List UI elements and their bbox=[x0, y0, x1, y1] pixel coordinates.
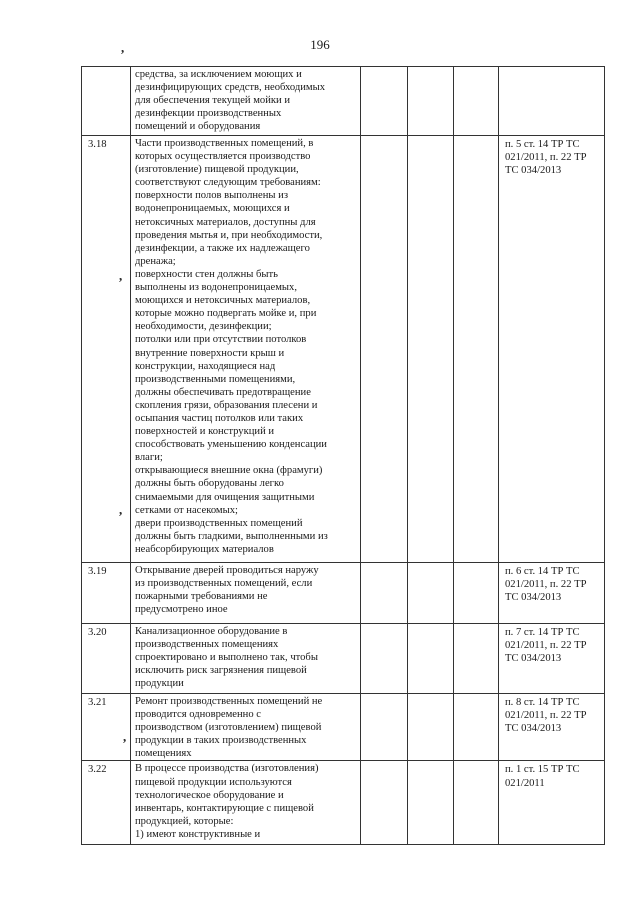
reference-line: 021/2011, п. 22 ТР bbox=[505, 579, 587, 591]
requirement-line: скопления грязи, образования плесени и bbox=[135, 399, 318, 411]
requirement-line: поверхности стен должны быть bbox=[135, 268, 278, 280]
yes-cell bbox=[361, 624, 408, 694]
requirement-cell bbox=[131, 761, 361, 845]
requirement-line: помещениях bbox=[135, 748, 192, 760]
requirement-line: (изготовление) пищевой продукции, bbox=[135, 164, 299, 176]
reference-line: п. 6 ст. 14 ТР ТС bbox=[505, 566, 580, 577]
yes-cell bbox=[361, 761, 408, 845]
item-number: 3.21 bbox=[88, 697, 107, 708]
item-number-cell bbox=[82, 624, 131, 694]
item-number: 3.19 bbox=[88, 566, 107, 577]
reference-cell bbox=[499, 67, 605, 136]
scan-mark: , bbox=[123, 729, 127, 744]
reference-line: 021/2011, п. 22 ТР bbox=[505, 710, 587, 722]
item-number-cell bbox=[82, 761, 131, 845]
requirement-line: двери производственных помещений bbox=[135, 517, 303, 529]
requirement-line: дезинфекции производственных bbox=[135, 108, 282, 120]
requirement-line: которые можно подвергать мойке и, при bbox=[135, 308, 317, 320]
scan-mark: , bbox=[119, 268, 123, 283]
reference-line: п. 8 ст. 14 ТР ТС bbox=[505, 697, 580, 708]
reference-line: ТС 034/2013 bbox=[505, 723, 562, 735]
requirement-line: выполнены из водонепроницаемых, bbox=[135, 282, 297, 294]
requirement-line: влаги; bbox=[135, 452, 163, 464]
no-cell bbox=[408, 624, 454, 694]
requirement-line: поверхностей и конструкций и bbox=[135, 426, 275, 438]
requirement-line: 1) имеют конструктивные и bbox=[135, 828, 261, 840]
requirement-line: моющихся и нетоксичных материалов, bbox=[135, 295, 311, 307]
table-row bbox=[82, 67, 605, 136]
requirement-line: должны быть гладкими, выполненными из bbox=[135, 530, 328, 542]
requirement-line: технологическое оборудование и bbox=[135, 789, 284, 801]
requirement-line: продукции bbox=[135, 678, 184, 690]
requirement-line: производством (изготовлением) пищевой bbox=[135, 722, 322, 734]
requirement-line: пищевой продукции используются bbox=[135, 776, 292, 788]
requirement-line: продукции в таких производственных bbox=[135, 735, 307, 747]
requirement-line: сетками от насекомых; bbox=[135, 504, 238, 516]
requirement-line: пожарными требованиями не bbox=[135, 591, 268, 603]
reference-cell bbox=[499, 624, 605, 694]
table-body bbox=[82, 67, 605, 845]
table-row bbox=[82, 694, 605, 761]
requirement-line: снимаемыми для очищения защитными bbox=[135, 491, 315, 503]
requirement-line: исключить риск загрязнения пищевой bbox=[135, 665, 307, 677]
yes-cell bbox=[361, 67, 408, 136]
reference-line: ТС 034/2013 bbox=[505, 592, 562, 604]
requirement-line: проводится одновременно с bbox=[135, 709, 261, 721]
item-number-cell bbox=[82, 694, 131, 761]
reference-cell bbox=[499, 136, 605, 563]
no-cell bbox=[408, 694, 454, 761]
requirement-line: способствовать уменьшению конденсации bbox=[135, 439, 327, 451]
requirement-line: помещений и оборудования bbox=[135, 121, 261, 133]
requirement-line: предусмотрено иное bbox=[135, 604, 228, 616]
table-row bbox=[82, 563, 605, 624]
reference-line: 021/2011, п. 22 ТР bbox=[505, 152, 587, 164]
reference-cell bbox=[499, 761, 605, 845]
reference-cell bbox=[499, 694, 605, 761]
no-cell bbox=[408, 136, 454, 563]
requirement-cell bbox=[131, 136, 361, 563]
item-number: 3.20 bbox=[88, 627, 107, 638]
requirement-line: спроектировано и выполнено так, чтобы bbox=[135, 652, 318, 664]
not-applicable-cell bbox=[454, 761, 499, 845]
requirement-line: которых осуществляется производство bbox=[135, 151, 311, 163]
requirement-line: поверхности полов выполнены из bbox=[135, 190, 289, 202]
item-number-cell bbox=[82, 136, 131, 563]
requirements-table bbox=[81, 66, 605, 845]
item-number-cell bbox=[82, 67, 131, 136]
requirement-line: производственными помещениями, bbox=[135, 373, 296, 385]
requirement-line: неабсорбирующих материалов bbox=[135, 543, 274, 555]
requirement-line: инвентарь, контактирующие с пищевой bbox=[135, 802, 314, 814]
requirement-line: из производственных помещений, если bbox=[135, 578, 313, 590]
yes-cell bbox=[361, 136, 408, 563]
table-row bbox=[82, 136, 605, 563]
requirement-line: дезинфекции, а также их надлежащего bbox=[135, 242, 310, 254]
not-applicable-cell bbox=[454, 136, 499, 563]
requirement-line: должны быть оборудованы легко bbox=[135, 478, 284, 490]
requirement-line: водонепроницаемых, моющихся и bbox=[135, 203, 290, 215]
item-number-cell bbox=[82, 563, 131, 624]
requirement-line: Канализационное оборудование в bbox=[135, 626, 288, 637]
requirement-line: должны обеспечивать предотвращение bbox=[135, 386, 311, 398]
requirement-cell bbox=[131, 624, 361, 694]
reference-line: п. 7 ст. 14 ТР ТС bbox=[505, 627, 580, 638]
yes-cell bbox=[361, 563, 408, 624]
requirement-line: открывающиеся внешние окна (фрамуги) bbox=[135, 465, 323, 477]
table-row bbox=[82, 624, 605, 694]
table-row bbox=[82, 761, 605, 845]
reference-cell bbox=[499, 563, 605, 624]
item-number: 3.18 bbox=[88, 139, 107, 150]
requirement-line: проведения мытья и, при необходимости, bbox=[135, 229, 323, 241]
requirement-cell bbox=[131, 563, 361, 624]
requirement-line: Ремонт производственных помещений не bbox=[135, 696, 323, 707]
reference-line: ТС 034/2013 bbox=[505, 653, 562, 665]
not-applicable-cell bbox=[454, 563, 499, 624]
requirement-line: внутренние поверхности крыш и bbox=[135, 347, 285, 359]
requirement-cell bbox=[131, 694, 361, 761]
reference-line: 021/2011, п. 22 ТР bbox=[505, 640, 587, 652]
requirement-line: производственных помещениях bbox=[135, 639, 279, 651]
item-number bbox=[82, 67, 130, 69]
not-applicable-cell bbox=[454, 694, 499, 761]
reference-line: ТС 034/2013 bbox=[505, 165, 562, 177]
requirement-line: средства, за исключением моющих и bbox=[135, 69, 302, 80]
item-number: 3.22 bbox=[88, 764, 107, 776]
requirement-line: дренажа; bbox=[135, 255, 176, 267]
requirement-line: конструкции, находящиеся над bbox=[135, 360, 276, 372]
no-cell bbox=[408, 67, 454, 136]
requirement-line: осыпания частиц потолков или таких bbox=[135, 412, 304, 424]
not-applicable-cell bbox=[454, 624, 499, 694]
requirement-line: В процессе производства (изготовления) bbox=[135, 763, 319, 775]
requirement-cell bbox=[131, 67, 361, 136]
requirement-line: Открывание дверей проводиться наружу bbox=[135, 565, 319, 576]
requirement-line: продукцией, которые: bbox=[135, 815, 234, 827]
reference-line: п. 5 ст. 14 ТР ТС bbox=[505, 139, 580, 150]
requirement-line: необходимости, дезинфекции; bbox=[135, 321, 272, 333]
page-number: 196 bbox=[310, 37, 330, 52]
requirement-line: Части производственных помещений, в bbox=[135, 138, 314, 149]
scan-mark: , bbox=[119, 502, 123, 517]
requirement-line: нетоксичных материалов, доступны для bbox=[135, 216, 316, 228]
reference-line: 021/2011 bbox=[505, 777, 545, 789]
no-cell bbox=[408, 563, 454, 624]
requirement-line: соответствуют следующим требованиям: bbox=[135, 177, 321, 189]
yes-cell bbox=[361, 694, 408, 761]
scan-mark: , bbox=[121, 40, 125, 55]
reference-line: п. 1 ст. 15 ТР ТС bbox=[505, 764, 580, 776]
not-applicable-cell bbox=[454, 67, 499, 136]
no-cell bbox=[408, 761, 454, 845]
requirement-line: потолки или при отсутствии потолков bbox=[135, 334, 307, 346]
requirement-line: для обеспечения текущей мойки и bbox=[135, 95, 291, 107]
requirement-line: дезинфицирующих средств, необходимых bbox=[135, 82, 326, 94]
